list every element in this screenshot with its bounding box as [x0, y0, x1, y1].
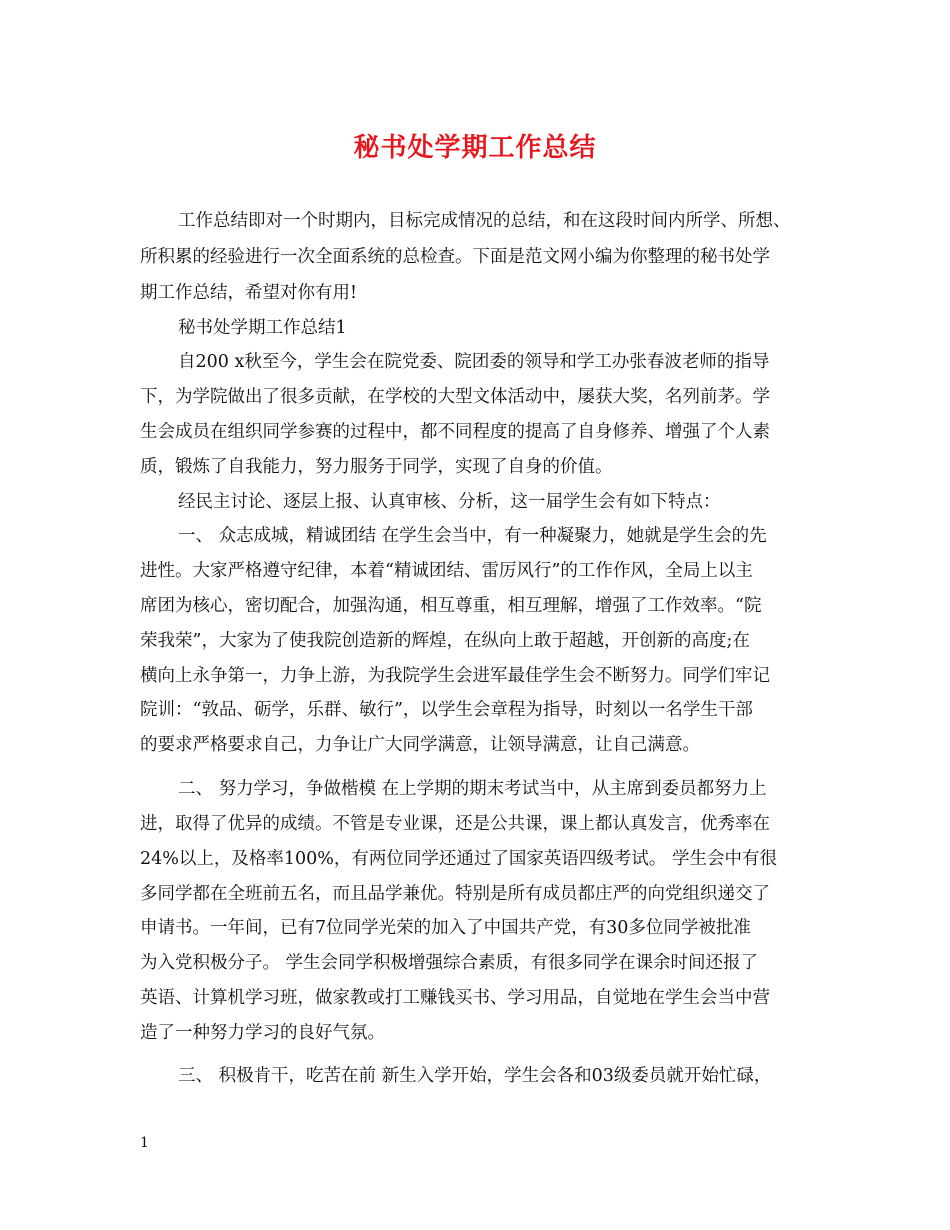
text-line: 一、 众志成城，精诚团结 在学生会当中，有一种凝聚力，她就是学生会的先 — [178, 526, 767, 546]
text-line: 生会成员在组织同学参赛的过程中，都不同程度的提高了自身修养、增强了个人素 — [140, 422, 770, 442]
page-number: 1 — [140, 1135, 149, 1151]
text-line: 席团为核心，密切配合，加强沟通，相互尊重，相互理解，增强了工作效率。“院 — [140, 596, 762, 616]
text-line: 院训：“敦品、砺学，乐群、敏行”，以学生会章程为指导，时刻以一名学生干部 — [140, 700, 753, 720]
text-line: 期工作总结，希望对你有用! — [140, 283, 358, 303]
text-line: 荣我荣”，大家为了使我院创造新的辉煌，在纵向上敢于超越，开创新的高度;在 — [140, 631, 750, 651]
text-line: 英语、计算机学习班，做家教或打工赚钱买书、学习用品，自觉地在学生会当中营 — [140, 988, 770, 1008]
text-line: 进性。大家严格遵守纪律，本着“精诚团结、雷厉风行”的工作作风，全局上以主 — [140, 561, 753, 581]
text-line: 二、 努力学习，争做楷模 在上学期的期末考试当中，从主席到委员都努力上 — [178, 779, 767, 799]
text-line: 三、 积极肯干，吃苦在前 新生入学开始，学生会各和03级委员就开始忙碌， — [178, 1066, 772, 1086]
text-line: 自200 x秋至今，学生会在院党委、院团委的领导和学工办张春波老师的指导 — [178, 352, 770, 372]
text-line: 多同学都在全班前五名，而且品学兼优。特别是所有成员都庄严的向党组织递交了 — [140, 884, 770, 904]
text-line: 经民主讨论、逐层上报、认真审核、分析，这一届学生会有如下特点： — [178, 492, 721, 512]
text-line: 24%以上，及格率100%，有两位同学还通过了国家英语四级考试。 学生会中有很 — [140, 849, 777, 869]
document-title: 秘书处学期工作总结 — [353, 133, 597, 163]
text-line: 的要求严格要求自己，力争让广大同学满意，让领导满意，让自己满意。 — [140, 735, 700, 755]
text-line: 所积累的经验进行一次全面系统的总检查。下面是范文网小编为你整理的秘书处学 — [140, 247, 770, 267]
text-line: 进，取得了优异的成绩。不管是专业课，还是公共课，课上都认真发言，优秀率在 — [140, 814, 770, 834]
text-line: 质，锻炼了自我能力，努力服务于同学，实现了自身的价值。 — [140, 457, 613, 477]
text-line: 为入党积极分子。 学生会同学积极增强综合素质，有很多同学在课余时间还报了 — [140, 953, 759, 973]
text-line: 下，为学院做出了很多贡献，在学校的大型文体活动中，屡获大奖，名列前茅。学 — [140, 387, 770, 407]
text-line: 工作总结即对一个时期内，目标完成情况的总结，和在这段时间内所学、所想、 — [178, 211, 791, 231]
text-line: 申请书。一年间，已有7位同学光荣的加入了中国共产党，有30多位同学被批准 — [140, 918, 751, 938]
text-line: 秘书处学期工作总结1 — [178, 318, 347, 338]
text-line: 横向上永争第一，力争上游，为我院学生会进军最佳学生会不断努力。同学们牢记 — [140, 666, 770, 686]
text-line: 造了一种努力学习的良好气氛。 — [140, 1023, 385, 1043]
